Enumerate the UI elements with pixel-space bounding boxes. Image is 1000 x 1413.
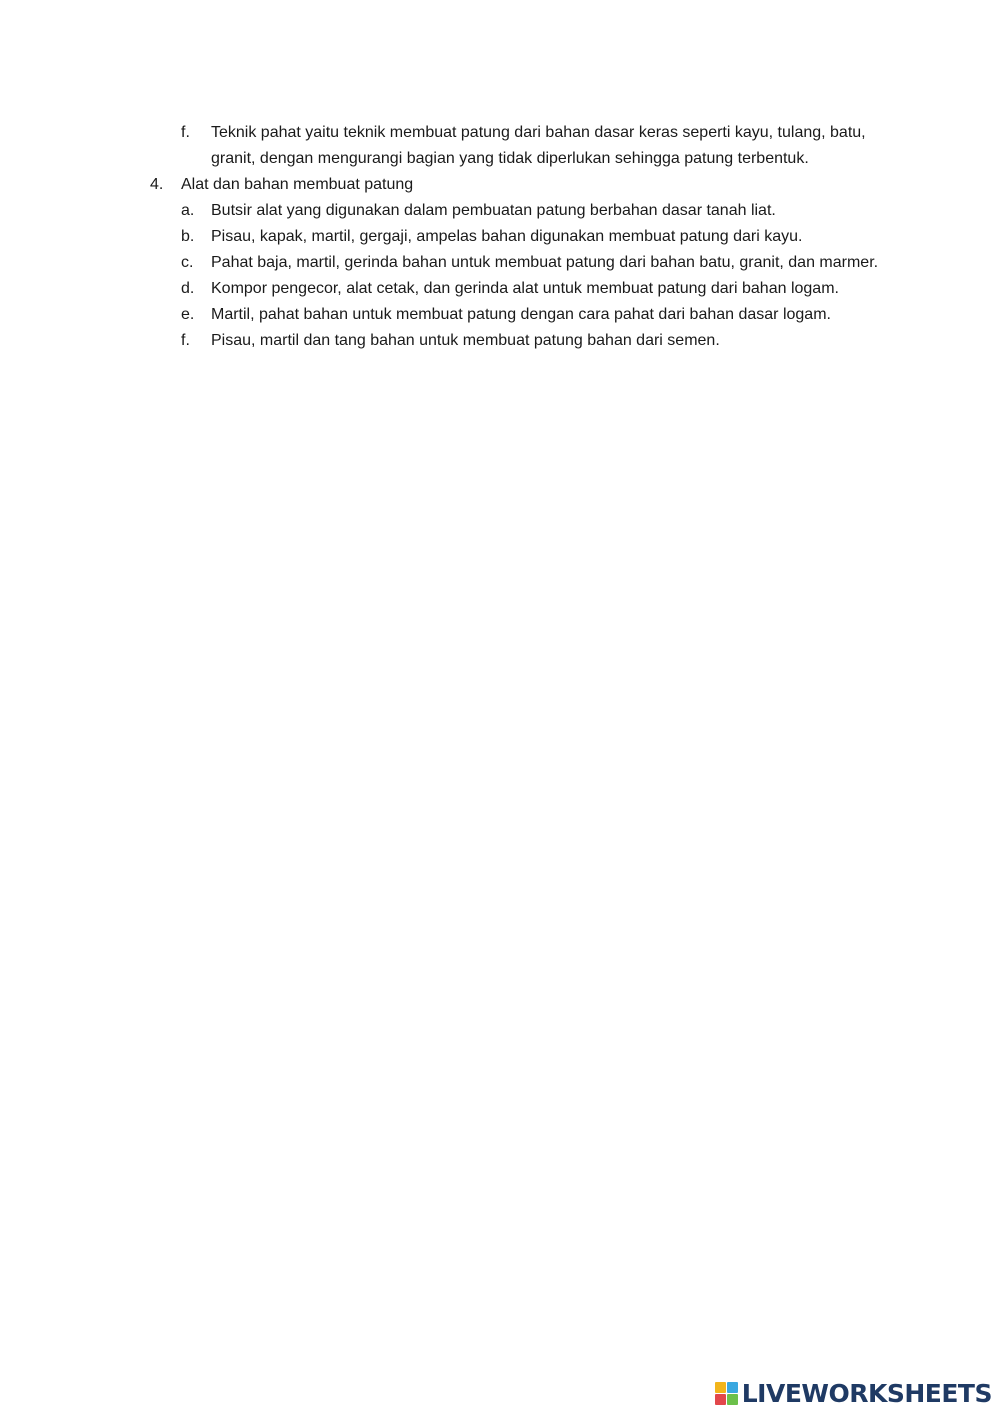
list-marker: a. [181,202,195,219]
list-item-text: Kompor pengecor, alat cetak, dan gerinda alat untuk membuat patung dari bahan logam. [211,280,839,297]
list-item-text: Pisau, martil dan tang bahan untuk membuat patung bahan dari semen. [211,332,720,349]
list-item-metal-casting-tools [150,276,890,302]
list-item-text: Pahat baja, martil, gerinda bahan untuk membuat patung dari bahan batu, granit, dan marmer. [211,254,879,271]
list-number: 4. [150,176,164,193]
list-marker: d. [181,280,195,297]
list-item-metal-carving-tools [150,302,890,328]
list-marker: f. [181,332,190,349]
list-marker: c. [181,254,194,271]
liveworksheets-mark-icon [715,1382,738,1405]
liveworksheets-logo-text: LIVEWORKSHEETS [741,1378,992,1408]
list-item-cement-tools [150,328,890,354]
mark-square-blue [727,1382,738,1393]
mark-square-green [727,1394,738,1405]
numbered-item-tools-materials [150,172,890,198]
list-marker: e. [181,306,195,323]
list-item-text: Butsir alat yang digunakan dalam pembuatan patung berbahan dasar tanah liat. [211,202,776,219]
mark-square-yellow [715,1382,726,1393]
liveworksheets-logo [715,1379,992,1407]
list-marker: b. [181,228,195,245]
list-item-sculpting-technique [150,120,890,172]
list-item-stone-tools [150,250,890,276]
list-item-text: Teknik pahat yaitu teknik membuat patung dari bahan dasar keras seperti kayu, tulang, batu, granit, dengan mengurangi bagian yang tidak diperlukan sehingga patung terbentuk. [211,124,866,167]
list-item-clay-tools [150,198,890,224]
list-item-wood-tools [150,224,890,250]
list-item-text: Pisau, kapak, martil, gergaji, ampelas bahan digunakan membuat patung dari kayu. [211,228,803,245]
section-heading: Alat dan bahan membuat patung [181,176,414,193]
document-body [150,120,890,354]
list-item-text: Martil, pahat bahan untuk membuat patung dengan cara pahat dari bahan dasar logam. [211,306,831,323]
list-marker: f. [181,124,190,141]
mark-square-red [715,1394,726,1405]
